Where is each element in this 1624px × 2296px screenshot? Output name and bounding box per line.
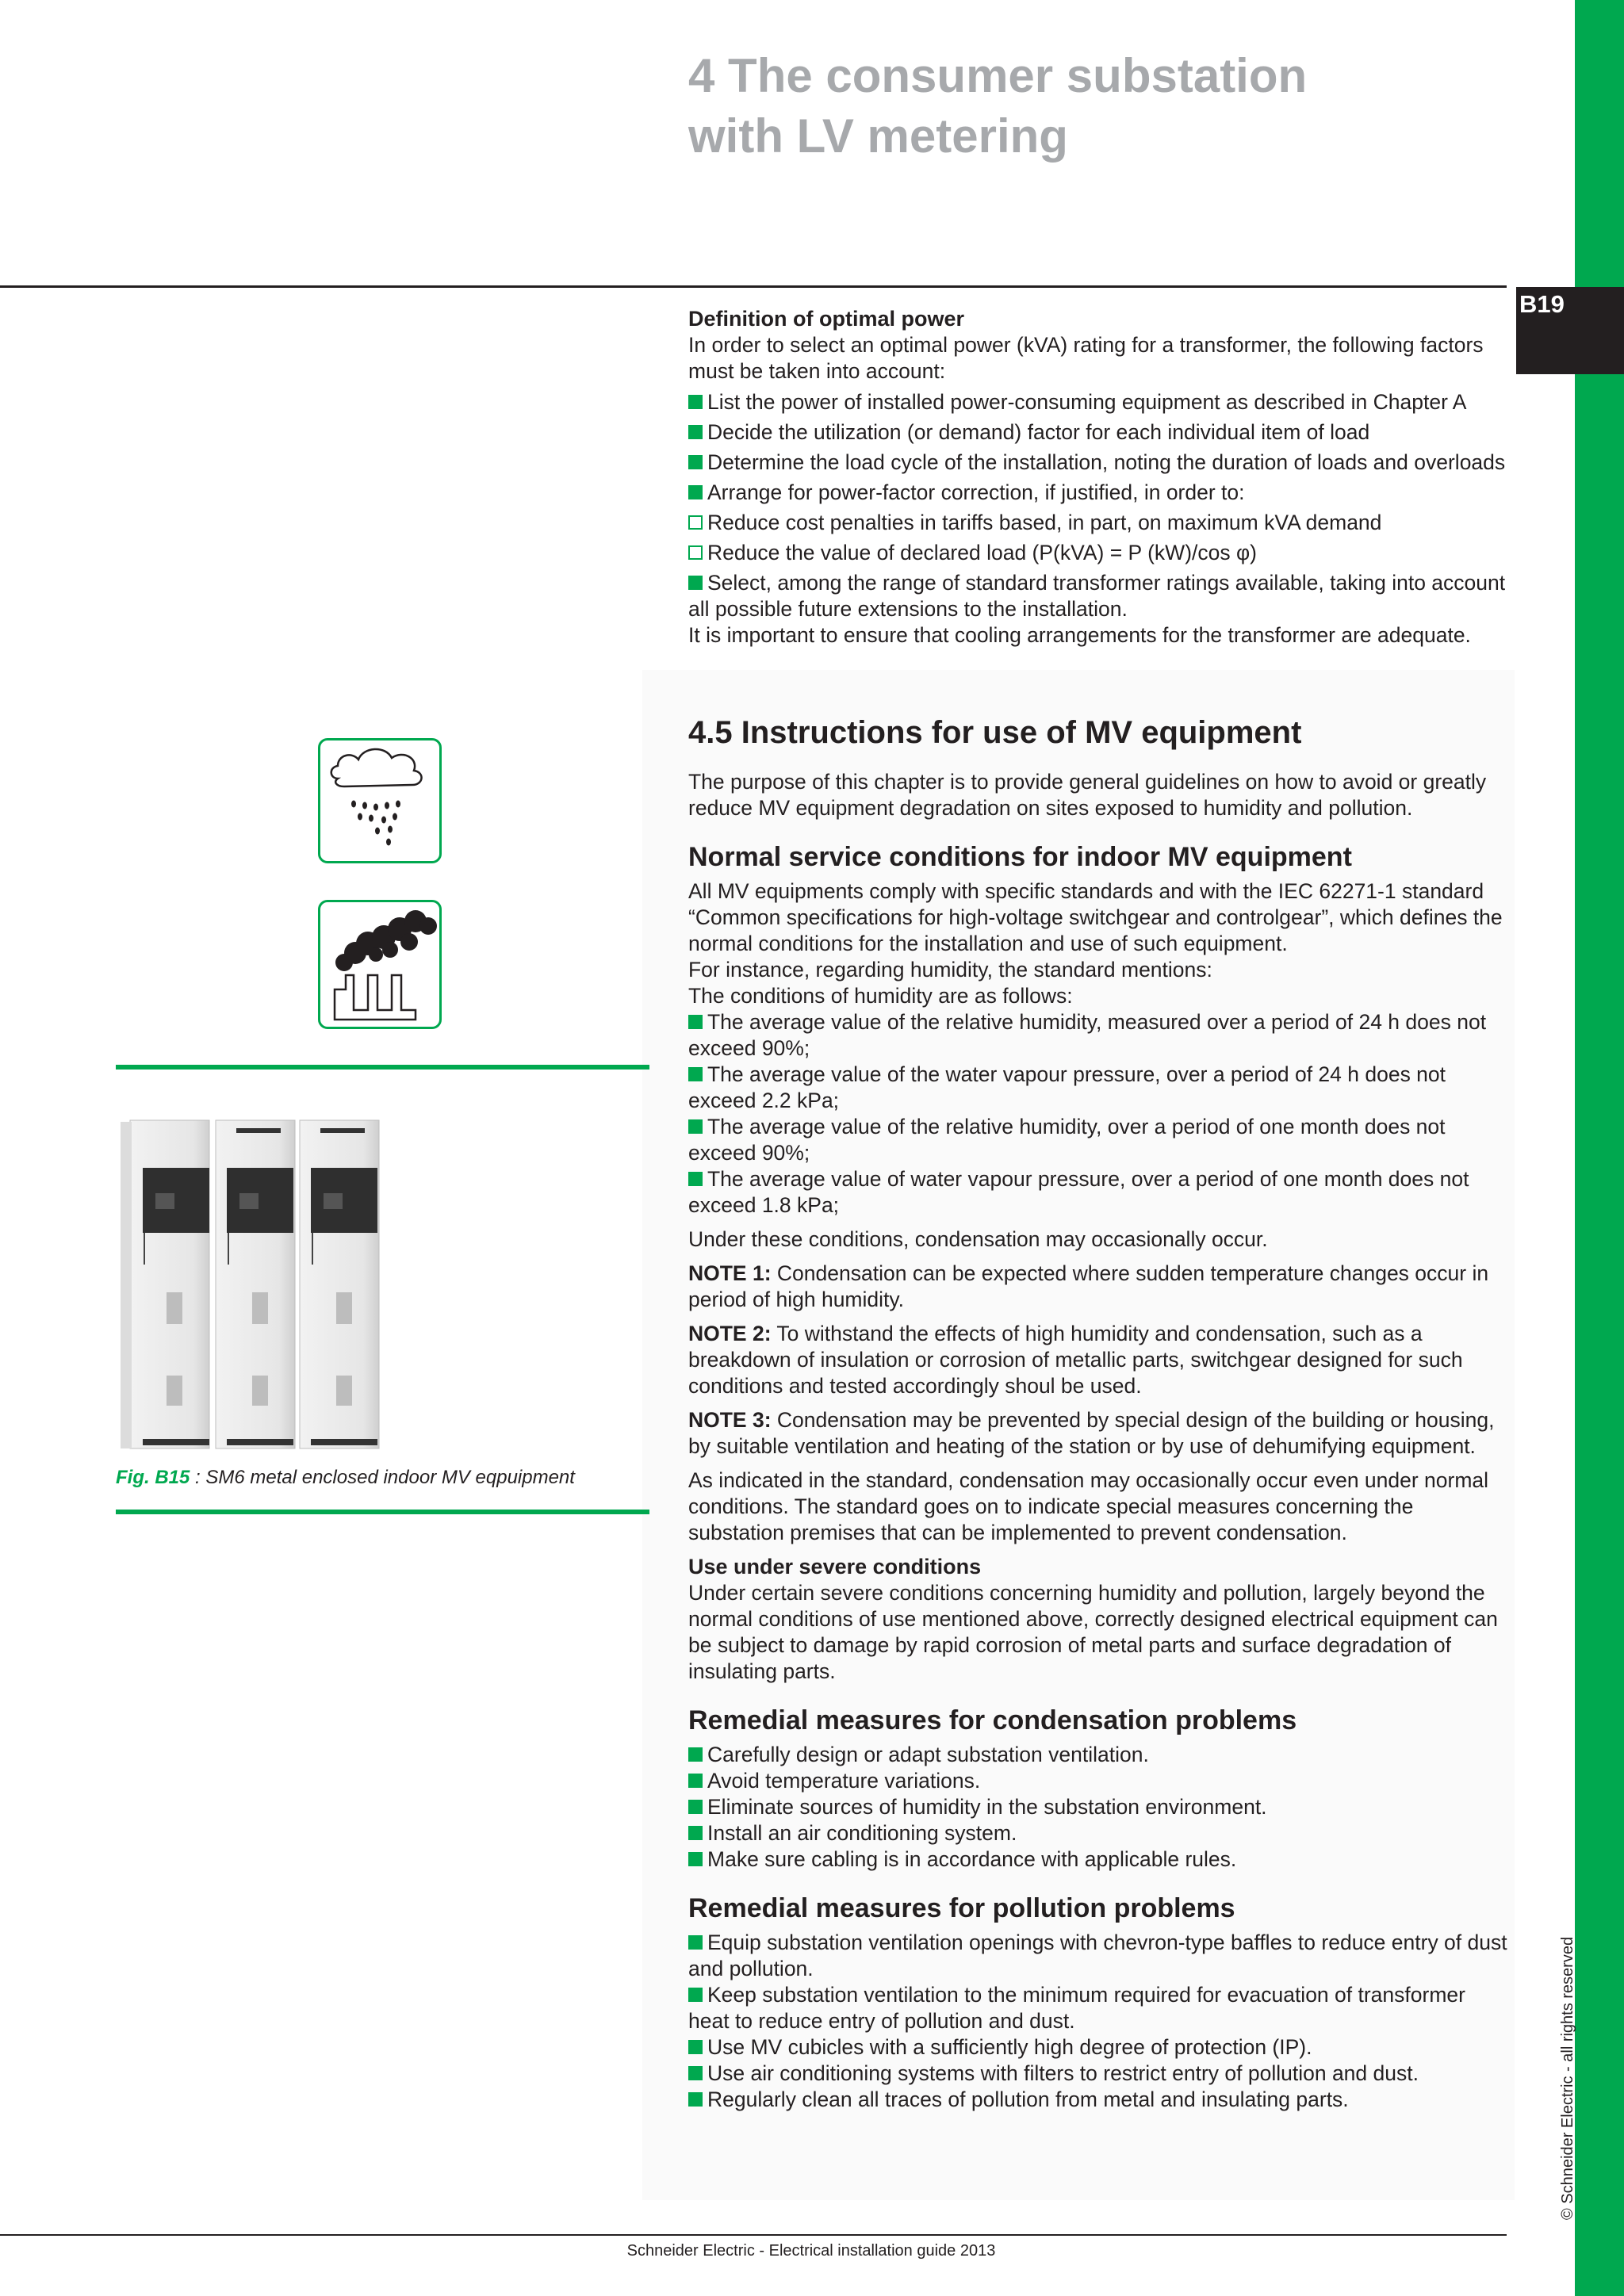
figure-caption	[116, 1467, 575, 1489]
bullet-icon	[688, 2092, 703, 2107]
sub-list-item: Reduce the value of declared load (P(kVA) = P (kW)/cos φ)	[688, 540, 1509, 566]
pollution-heading: Remedial measures for pollution problems	[688, 1893, 1235, 1923]
list-item: The average value of water vapour pressure, over a period of one month does not exceed 1.8 kPa;	[688, 1167, 1469, 1217]
footer-divider	[0, 2234, 1507, 2236]
bullet-icon	[688, 1172, 703, 1186]
section-title: 4.5 Instructions for use of MV equipment	[688, 715, 1302, 750]
normal-p2: For instance, regarding humidity, the standard mentions:	[688, 958, 1212, 982]
bullet-icon	[688, 485, 703, 499]
chapter-title-line-1: 4 The consumer substation	[688, 49, 1308, 102]
copyright-notice: © Schneider Electric - all rights reserved	[1559, 1936, 1576, 2220]
hollow-bullet-icon	[688, 515, 703, 530]
bullet-icon	[688, 395, 703, 409]
bullet-icon	[688, 1935, 703, 1950]
list-item: Select, among the range of standard transformer ratings available, taking into account all possible future extensions to the installation.	[688, 571, 1506, 621]
list-item: Keep substation ventilation to the minimum required for evacuation of transformer heat to reduce entry of pollution and dust.	[688, 1983, 1465, 2033]
condensation-heading: Remedial measures for condensation problems	[688, 1705, 1297, 1735]
list-item: Use MV cubicles with a sufficiently high degree of protection (IP).	[688, 2034, 1509, 2061]
bullet-icon	[688, 1015, 703, 1029]
list-item: Decide the utilization (or demand) factor for each individual item of load	[688, 419, 1509, 446]
note-2: NOTE 2: To withstand the effects of high humidity and condensation, such as a breakdown of insulation or corrosion of metallic parts, switchgear designed for such conditions and tested accordingly shoul be used.	[688, 1322, 1463, 1398]
bullet-icon	[688, 1119, 703, 1134]
list-item: List the power of installed power-consuming equipment as described in Chapter A	[688, 389, 1509, 415]
bullet-icon	[688, 2066, 703, 2080]
bullet-icon	[688, 576, 703, 590]
figure-label: Fig. B15	[116, 1467, 190, 1488]
optimal-power-heading: Definition of optimal power	[688, 307, 964, 331]
note-3: NOTE 3: Condensation may be prevented by special design of the building or housing, by suitable ventilation and heating of the station or by use of dehumifying equipment.	[688, 1408, 1495, 1458]
list-item: The average value of the relative humidity, over a period of one month does not exceed 90%;	[688, 1115, 1446, 1165]
figure-bottom-rule	[116, 1510, 649, 1514]
bullet-icon	[688, 2040, 703, 2054]
list-item: The average value of the relative humidity, measured over a period of 24 h does not exceed 90%;	[688, 1010, 1487, 1060]
optimal-power-closing: It is important to ensure that cooling arrangements for the transformer are adequate.	[688, 623, 1471, 647]
rain-cloud-icon	[318, 738, 442, 863]
normal-p1: All MV equipments comply with specific standards and with the IEC 62271-1 standard “Common specifications for high-voltage switchgear and controlgear”, which defines the normal conditions for the installation and use of such equipment.	[688, 879, 1503, 955]
page-number-tab: B19	[1516, 287, 1624, 374]
bullet-icon	[688, 1067, 703, 1081]
bullet-icon	[688, 455, 703, 469]
normal-p4: Under these conditions, condensation may occasionally occur.	[688, 1227, 1268, 1251]
list-item: Determine the load cycle of the installation, noting the duration of loads and overloads	[688, 450, 1509, 476]
list-item: Avoid temperature variations.	[688, 1768, 1509, 1794]
bullet-icon	[688, 1747, 703, 1762]
bullet-icon	[688, 1826, 703, 1840]
optimal-power-block	[688, 306, 1509, 649]
list-item: Install an air conditioning system.	[688, 1820, 1509, 1846]
cubicle-1	[121, 1120, 209, 1448]
sm6-equipment-image	[119, 1114, 436, 1455]
list-item: Make sure cabling is in accordance with applicable rules.	[688, 1846, 1509, 1873]
footer-text: Schneider Electric - Electrical installation guide 2013	[626, 2242, 996, 2260]
bullet-icon	[688, 1774, 703, 1788]
bullet-icon	[688, 1800, 703, 1814]
list-item: The average value of the water vapour pressure, over a period of 24 h does not exceed 2.2 kPa;	[688, 1062, 1446, 1112]
hollow-bullet-icon	[688, 545, 703, 560]
chapter-title-line-2: with LV metering	[688, 109, 1068, 163]
chapter-title	[688, 46, 1481, 166]
note-1: NOTE 1: Condensation can be expected where sudden temperature changes occur in period of high humidity.	[688, 1261, 1489, 1311]
figure-caption-text: : SM6 metal enclosed indoor MV eqpuipment	[190, 1467, 575, 1488]
cubicle-3	[300, 1120, 379, 1448]
mv-equipment-section	[688, 714, 1509, 2113]
list-item: Regularly clean all traces of pollution from metal and insulating parts.	[688, 2087, 1509, 2113]
list-item: Equip substation ventilation openings with chevron-type baffles to reduce entry of dust and pollution.	[688, 1931, 1507, 1980]
cubicle-2	[216, 1120, 295, 1448]
list-item: Use air conditioning systems with filters to restrict entry of pollution and dust.	[688, 2061, 1509, 2087]
bullet-icon	[688, 1988, 703, 2002]
section-intro: The purpose of this chapter is to provide general guidelines on how to avoid or greatly reduce MV equipment degradation on sites exposed to humidity and pollution.	[688, 770, 1487, 820]
bullet-icon	[688, 1852, 703, 1866]
severe-text: Under certain severe conditions concerning humidity and pollution, largely beyond the normal conditions of use mentioned above, correctly designed electrical equipment can be subject to damage by rapid corrosion of metal parts and surface degradation of insulating parts.	[688, 1581, 1498, 1683]
sub-list-item: Reduce cost penalties in tariffs based, in part, on maximum kVA demand	[688, 510, 1509, 536]
normal-conditions-heading: Normal service conditions for indoor MV equipment	[688, 842, 1352, 872]
normal-p5: As indicated in the standard, condensation may occasionally occur even under normal conditions. The standard goes on to indicate special measures concerning the substation premises that can be implemented to prevent condensation.	[688, 1468, 1489, 1544]
severe-heading: Use under severe conditions	[688, 1555, 982, 1578]
header-divider	[0, 285, 1507, 288]
normal-p3: The conditions of humidity are as follows:	[688, 984, 1073, 1008]
factory-pollution-icon	[318, 900, 442, 1029]
figure-top-rule	[116, 1065, 649, 1070]
list-item: Eliminate sources of humidity in the substation environment.	[688, 1794, 1509, 1820]
bullet-icon	[688, 425, 703, 439]
list-item: Carefully design or adapt substation ventilation.	[688, 1742, 1509, 1768]
optimal-power-intro: In order to select an optimal power (kVA) rating for a transformer, the following factors must be taken into account:	[688, 333, 1484, 383]
list-item: Arrange for power-factor correction, if justified, in order to:	[688, 480, 1509, 506]
